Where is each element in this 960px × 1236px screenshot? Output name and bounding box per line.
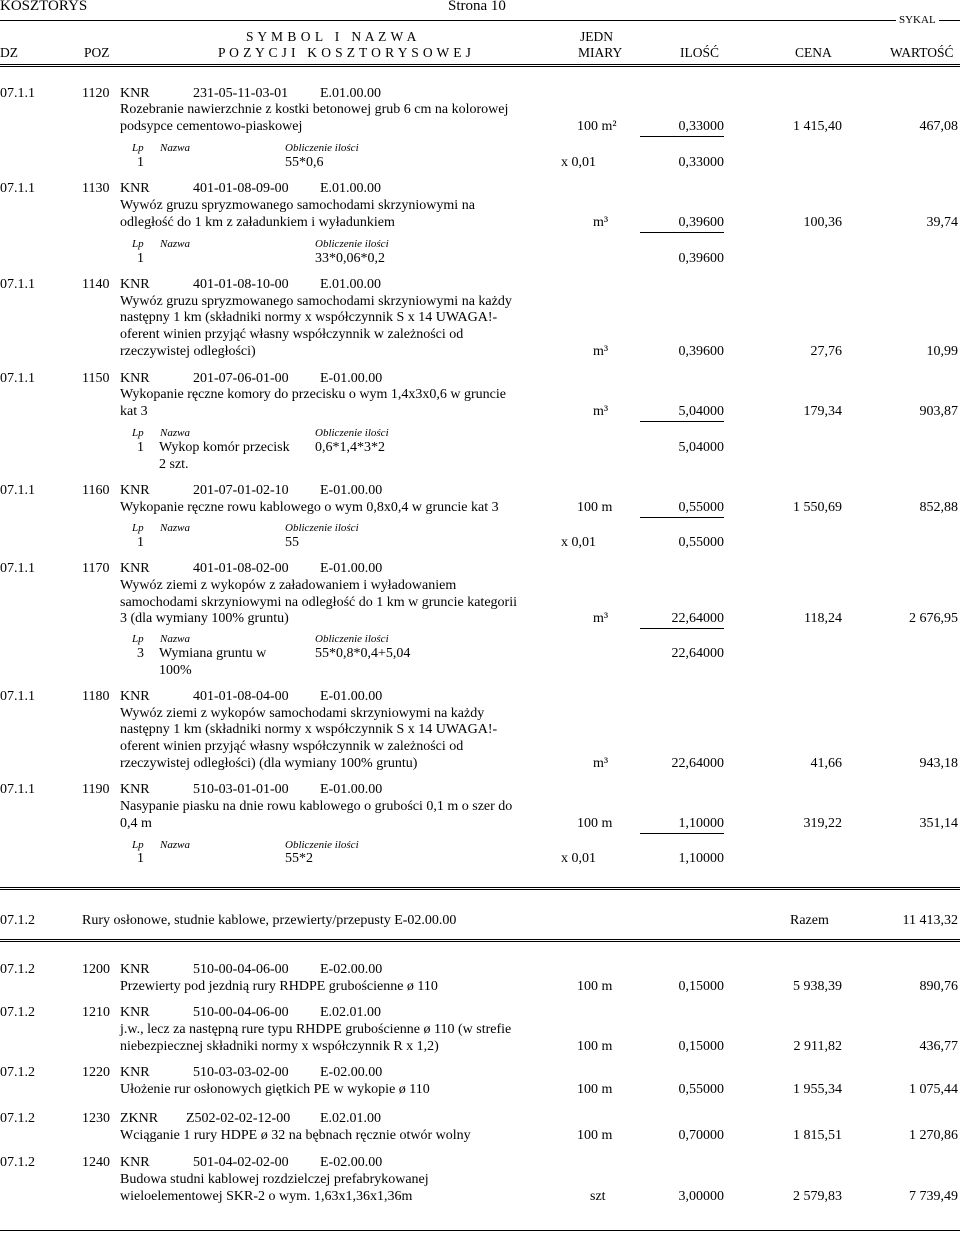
item-qty: 0,15000 — [678, 979, 724, 994]
header-double-rule — [0, 64, 960, 67]
qty-underline — [640, 628, 724, 629]
item-ref: E.02.01.00 — [320, 1005, 382, 1020]
item-poz: 1210 — [82, 1005, 110, 1020]
item-value: 39,74 — [926, 215, 958, 230]
item-qty: 0,15000 — [678, 1039, 724, 1054]
item-code: Z502-02-02-12-00 — [186, 1111, 291, 1126]
item-ref: E-02.00.00 — [320, 962, 383, 977]
item-unit: 100 m — [577, 1039, 613, 1054]
item-price: 1 815,51 — [793, 1128, 842, 1143]
item-qty: 0,33000 — [678, 119, 724, 134]
item-unit: 100 m — [577, 1082, 613, 1097]
item-norm: KNR — [120, 371, 150, 386]
item-code: 401-01-08-10-00 — [193, 277, 289, 292]
calc-header-lp: Lp — [132, 142, 144, 154]
calc-header-obliczenie: Obliczenie ilości — [315, 238, 389, 250]
calc-lp: 1 — [137, 535, 144, 550]
col-jedn-bottom: MIARY — [578, 45, 623, 60]
footer-rule — [0, 1230, 960, 1231]
calc-header-lp: Lp — [132, 839, 144, 851]
item-ref: E-02.00.00 — [320, 1155, 383, 1170]
item-value: 1 075,44 — [909, 1082, 958, 1097]
item-dz: 07.1.2 — [0, 1005, 35, 1020]
item-norm: KNR — [120, 561, 150, 576]
qty-underline — [640, 136, 724, 137]
item-value: 903,87 — [919, 404, 958, 419]
calc-multiplier: x 0,01 — [561, 851, 596, 866]
calc-formula: 55*0,8*0,4+5,04 — [315, 646, 411, 661]
calc-lp: 1 — [137, 440, 144, 455]
item-norm: KNR — [120, 86, 150, 101]
item-unit: 100 m — [577, 816, 613, 831]
item-qty: 0,70000 — [678, 1128, 724, 1143]
item-desc-line: oferent winien przyjąć własny współczynnik w zależności od — [120, 739, 464, 754]
calc-lp: 1 — [137, 251, 144, 266]
item-desc-line: Rozebranie nawierzchnie z kostki betonowej grub 6 cm na kolorowej — [120, 102, 509, 117]
item-ref: E.01.00.00 — [320, 277, 382, 292]
calc-header-lp: Lp — [132, 427, 144, 439]
item-desc-line: j.w., lecz za następną rure typu RHDPE grubościenne ø 110 (w strefie — [120, 1022, 512, 1037]
item-desc-line: odległość do 1 km z załadunkiem i wyładunkiem — [120, 215, 395, 230]
item-price: 2 579,83 — [793, 1189, 842, 1204]
section-dz: 07.1.2 — [0, 913, 35, 928]
item-unit: m³ — [593, 215, 609, 230]
calc-lp: 3 — [137, 646, 144, 661]
item-price: 118,24 — [804, 611, 842, 626]
item-dz: 07.1.1 — [0, 689, 35, 704]
item-desc-line: następny 1 km (składniki normy x współczynnik S x 14 UWAGA!- — [120, 722, 498, 737]
item-dz: 07.1.1 — [0, 371, 35, 386]
calc-header-obliczenie: Obliczenie ilości — [315, 427, 389, 439]
item-dz: 07.1.1 — [0, 181, 35, 196]
item-poz: 1160 — [82, 483, 110, 498]
qty-underline — [640, 517, 724, 518]
item-desc-line: Przewierty pod jezdnią rury RHDPE grubościenne ø 110 — [120, 979, 438, 994]
calc-result: 1,10000 — [678, 851, 724, 866]
calc-result: 0,33000 — [678, 155, 724, 170]
calc-header-lp: Lp — [132, 238, 144, 250]
calc-header-lp: Lp — [132, 633, 144, 645]
section-double-rule-bottom — [0, 939, 960, 942]
col-poz: POZ — [84, 45, 110, 60]
item-code: 401-01-08-09-00 — [193, 181, 289, 196]
item-price: 1 550,69 — [793, 500, 842, 515]
item-desc-line: Nasypanie piasku na dnie rowu kablowego o grubości 0,1 m o szer do — [120, 799, 513, 814]
item-qty: 22,64000 — [671, 756, 724, 771]
qty-underline — [640, 421, 724, 422]
col-jedn-top: JEDN — [580, 29, 613, 44]
item-price: 5 938,39 — [793, 979, 842, 994]
item-dz: 07.1.1 — [0, 86, 35, 101]
col-symbol-top: S Y M B O L I N A Z W A — [246, 29, 417, 44]
calc-result: 5,04000 — [678, 440, 724, 455]
item-desc-line: rzeczywistej odległości) — [120, 344, 256, 359]
col-wartosc: WARTOŚĆ — [890, 45, 954, 60]
item-code: 510-00-04-06-00 — [193, 1005, 289, 1020]
item-qty: 0,55000 — [678, 500, 724, 515]
item-desc-line: Wciąganie 1 rury HDPE ø 32 na bębnach ręcznie otwór wolny — [120, 1128, 471, 1143]
col-cena: CENA — [795, 45, 832, 60]
item-poz: 1140 — [82, 277, 110, 292]
item-dz: 07.1.1 — [0, 782, 35, 797]
item-poz: 1240 — [82, 1155, 110, 1170]
item-dz: 07.1.1 — [0, 561, 35, 576]
item-ref: E-01.00.00 — [320, 371, 383, 386]
item-code: 510-03-03-02-00 — [193, 1065, 289, 1080]
item-poz: 1230 — [82, 1111, 110, 1126]
item-ref: E.02.01.00 — [320, 1111, 382, 1126]
calc-header-obliczenie: Obliczenie ilości — [285, 839, 359, 851]
item-norm: KNR — [120, 689, 150, 704]
document-title: KOSZTORYS — [0, 0, 88, 14]
item-code: 510-03-01-01-00 — [193, 782, 289, 797]
item-poz: 1190 — [82, 782, 110, 797]
calc-name: Wykop komór przecisk — [159, 440, 290, 455]
item-value: 351,14 — [919, 816, 958, 831]
qty-underline — [640, 232, 724, 233]
item-value: 7 739,49 — [909, 1189, 958, 1204]
item-unit: 100 m — [577, 1128, 613, 1143]
item-qty: 0,55000 — [678, 1082, 724, 1097]
item-unit: 100 m² — [577, 119, 617, 134]
col-ilosc: ILOŚĆ — [680, 45, 720, 60]
item-ref: E-01.00.00 — [320, 782, 383, 797]
item-unit: m³ — [593, 611, 609, 626]
calc-formula: 33*0,06*0,2 — [315, 251, 385, 266]
item-dz: 07.1.1 — [0, 277, 35, 292]
calc-name: Wymiana gruntu w — [159, 646, 267, 661]
item-qty: 5,04000 — [678, 404, 724, 419]
item-norm: KNR — [120, 1065, 150, 1080]
item-ref: E-01.00.00 — [320, 561, 383, 576]
calc-formula: 0,6*1,4*3*2 — [315, 440, 385, 455]
item-ref: E-01.00.00 — [320, 689, 383, 704]
item-norm: KNR — [120, 277, 150, 292]
item-desc-line: niebezpiecznej składniki normy x współczynnik R x 1,2) — [120, 1039, 439, 1054]
item-desc-line: Wykopanie ręczne rowu kablowego o wym 0,8x0,4 w gruncie kat 3 — [120, 500, 499, 515]
calc-header-obliczenie: Obliczenie ilości — [285, 522, 359, 534]
calc-header-lp: Lp — [132, 522, 144, 534]
item-desc-line: kat 3 — [120, 404, 148, 419]
item-poz: 1220 — [82, 1065, 110, 1080]
header-rule — [0, 20, 960, 21]
item-price: 100,36 — [803, 215, 842, 230]
item-code: 510-00-04-06-00 — [193, 962, 289, 977]
sykal-label: SYKAL — [896, 14, 939, 27]
item-code: 401-01-08-02-00 — [193, 561, 289, 576]
item-dz: 07.1.2 — [0, 1111, 35, 1126]
item-desc-line: podsypce cementowo-piaskowej — [120, 119, 303, 134]
item-desc-line: Wywóz gruzu spryzmowanego samochodami skrzyniowymi na — [120, 198, 475, 213]
item-desc-line: 0,4 m — [120, 816, 152, 831]
item-norm: KNR — [120, 181, 150, 196]
item-code: 201-07-01-02-10 — [193, 483, 289, 498]
item-desc-line: Wykopanie ręczne komory do przecisku o wym 1,4x3x0,6 w gruncie — [120, 387, 506, 402]
item-desc-line: 3 (dla wymiany 100% gruntu) — [120, 611, 289, 626]
item-price: 1 415,40 — [793, 119, 842, 134]
calc-header-nazwa: Nazwa — [160, 522, 190, 534]
calc-formula: 55 — [285, 535, 299, 550]
item-value: 467,08 — [919, 119, 958, 134]
item-value: 10,99 — [926, 344, 958, 359]
item-norm: KNR — [120, 1155, 150, 1170]
calc-header-nazwa: Nazwa — [160, 633, 190, 645]
item-unit: szt — [590, 1189, 606, 1204]
item-price: 2 911,82 — [793, 1039, 842, 1054]
item-price: 179,34 — [803, 404, 842, 419]
calc-lp: 1 — [137, 851, 144, 866]
item-unit: 100 m — [577, 979, 613, 994]
item-dz: 07.1.2 — [0, 1065, 35, 1080]
item-code: 201-07-06-01-00 — [193, 371, 289, 386]
item-desc-line: rzeczywistej odległości) (dla wymiany 100% gruntu) — [120, 756, 418, 771]
item-desc-line: Budowa studni kablowej rozdzielczej prefabrykowanej — [120, 1172, 429, 1187]
item-desc-line: Wywóz ziemi z wykopów z załadowaniem i wyładowaniem — [120, 578, 457, 593]
item-value: 890,76 — [919, 979, 958, 994]
item-ref: E-02.00.00 — [320, 1065, 383, 1080]
col-dz: DZ — [0, 45, 18, 60]
item-qty: 1,10000 — [678, 816, 724, 831]
item-price: 41,66 — [810, 756, 842, 771]
calc-header-nazwa: Nazwa — [160, 142, 190, 154]
qty-underline — [640, 833, 724, 834]
calc-result: 0,39600 — [678, 251, 724, 266]
calc-name-line2: 2 szt. — [159, 457, 189, 472]
item-norm: ZKNR — [120, 1111, 159, 1126]
calc-header-nazwa: Nazwa — [160, 238, 190, 250]
col-symbol-bottom: P O Z Y C J I K O S Z T O R Y S O W E J — [218, 45, 472, 60]
item-unit: 100 m — [577, 500, 613, 515]
calc-header-obliczenie: Obliczenie ilości — [315, 633, 389, 645]
section-double-rule-top — [0, 887, 960, 890]
item-poz: 1120 — [82, 86, 110, 101]
item-price: 1 955,34 — [793, 1082, 842, 1097]
section-total-label: Razem — [790, 913, 829, 928]
item-unit: m³ — [593, 344, 609, 359]
item-poz: 1200 — [82, 962, 110, 977]
item-norm: KNR — [120, 782, 150, 797]
item-desc-line: samochodami skrzyniowymi na odległość do 1 km w gruncie kategorii — [120, 595, 517, 610]
item-dz: 07.1.2 — [0, 962, 35, 977]
item-qty: 0,39600 — [678, 215, 724, 230]
item-desc-line: Ułożenie rur osłonowych giętkich PE w wykopie ø 110 — [120, 1082, 430, 1097]
item-code: 501-04-02-02-00 — [193, 1155, 289, 1170]
item-poz: 1180 — [82, 689, 110, 704]
item-code: 231-05-11-03-01 — [193, 86, 289, 101]
item-value: 852,88 — [919, 500, 958, 515]
item-value: 2 676,95 — [909, 611, 958, 626]
calc-result: 22,64000 — [671, 646, 724, 661]
item-ref: E.01.00.00 — [320, 86, 382, 101]
item-unit: m³ — [593, 756, 609, 771]
item-dz: 07.1.2 — [0, 1155, 35, 1170]
item-norm: KNR — [120, 483, 150, 498]
page-number: Strona 10 — [448, 0, 506, 14]
item-poz: 1130 — [82, 181, 110, 196]
item-price: 27,76 — [810, 344, 842, 359]
section-total-value: 11 413,32 — [902, 913, 958, 928]
item-norm: KNR — [120, 962, 150, 977]
item-unit: m³ — [593, 404, 609, 419]
item-price: 319,22 — [803, 816, 842, 831]
calc-name-line2: 100% — [159, 663, 192, 678]
calc-header-obliczenie: Obliczenie ilości — [285, 142, 359, 154]
item-ref: E.01.00.00 — [320, 181, 382, 196]
item-qty: 22,64000 — [671, 611, 724, 626]
item-desc-line: Wywóz gruzu spryzmowanego samochodami skrzyniowymi na każdy — [120, 294, 512, 309]
calc-header-nazwa: Nazwa — [160, 839, 190, 851]
item-qty: 3,00000 — [678, 1189, 724, 1204]
item-value: 436,77 — [919, 1039, 958, 1054]
item-desc-line: następny 1 km (składniki normy x współczynnik S x 14 UWAGA!- — [120, 310, 498, 325]
item-poz: 1170 — [82, 561, 110, 576]
item-code: 401-01-08-04-00 — [193, 689, 289, 704]
calc-multiplier: x 0,01 — [561, 155, 596, 170]
calc-multiplier: x 0,01 — [561, 535, 596, 550]
calc-header-nazwa: Nazwa — [160, 427, 190, 439]
section-title: Rury osłonowe, studnie kablowe, przewierty/przepusty E-02.00.00 — [82, 913, 457, 928]
item-desc-line: oferent winien przyjąć własny współczynnik w zależności od — [120, 327, 464, 342]
calc-formula: 55*2 — [285, 851, 313, 866]
item-desc-line: Wywóz ziemi z wykopów samochodami skrzyniowymi na każdy — [120, 706, 485, 721]
item-qty: 0,39600 — [678, 344, 724, 359]
calc-formula: 55*0,6 — [285, 155, 324, 170]
item-value: 943,18 — [919, 756, 958, 771]
calc-result: 0,55000 — [678, 535, 724, 550]
item-dz: 07.1.1 — [0, 483, 35, 498]
item-desc-line: wieloelementowej SKR-2 o wym. 1,63x1,36x1,36m — [120, 1189, 413, 1204]
item-norm: KNR — [120, 1005, 150, 1020]
calc-lp: 1 — [137, 155, 144, 170]
item-poz: 1150 — [82, 371, 110, 386]
item-value: 1 270,86 — [909, 1128, 958, 1143]
item-ref: E-01.00.00 — [320, 483, 383, 498]
